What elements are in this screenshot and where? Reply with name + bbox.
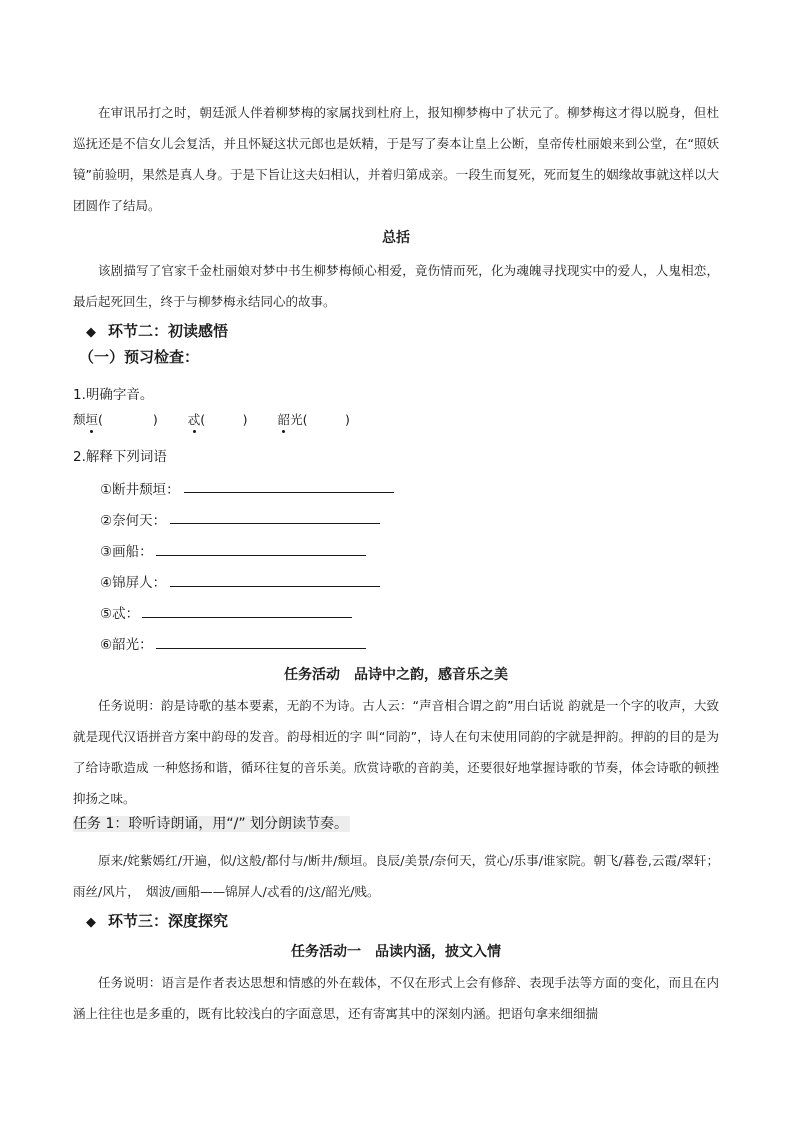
poem-text: 原来/姹紫嫣红/开遍，似/这般/都付与/断井/颓垣。良辰/美景/奈何天，赏心/乐事/谁家院。朝飞/暮卷,云霞/翠轩；雨丝/风片， 烟波/画船——锦屏人/忒看的/这/韶光/贱。 — [73, 853, 719, 899]
task-activity-heading: 任务活动 品诗中之韵，感音乐之美 — [284, 667, 508, 683]
pinyin-chars: 颓垣 — [73, 412, 99, 427]
vocab-item-label: ③画船： — [100, 544, 153, 560]
task-1-line — [73, 813, 350, 835]
task-description-2: 任务说明：语言是作者表达思想和情感的外在载体，不仅在形式上会有修辞、表现手法等方面的变化，而且在内涵上往往也是多重的，既有比较浅白的字面意思，还有寄寓其中的深刻内涵。把语句拿来细细揣 — [73, 975, 719, 1021]
pinyin-paren[interactable]: ( ) — [302, 412, 350, 427]
section-2-title: 环节二：初读感悟 — [108, 322, 229, 340]
vocab-item-label: ⑤忒： — [100, 606, 140, 622]
diamond-bullet-icon: ◆ — [86, 325, 96, 340]
summary-heading: 总括 — [382, 230, 410, 246]
pinyin-item — [188, 412, 248, 427]
intro-paragraph: 在审讯吊打之时，朝廷派人伴着柳梦梅的家属找到杜府上，报知柳梦梅中了状元了。柳梦梅这才得以脱身，但杜巡抚还是不信女儿会复活，并且怀疑这状元郎也是妖精，于是写了奏本让皇上公断，皇帝传杜丽娘来到公堂，在“照妖镜”前验明，果然是真人身。于是下旨让这夫妇相认，并着归第成亲。一段生而复死，死而复生的姻缘故事就这样以大团圆作了结局。 — [73, 105, 719, 213]
vocab-item-label: ①断井颓垣： — [100, 482, 180, 498]
vocab-item-label: ④锦屏人： — [100, 575, 167, 591]
pinyin-paren[interactable]: ( ) — [98, 412, 158, 427]
explain-task: 2.解释下列词语 — [73, 449, 167, 465]
diamond-bullet-icon: ◆ — [86, 915, 96, 930]
answer-blank[interactable] — [170, 586, 380, 587]
vocab-item-label: ②奈何天： — [100, 513, 167, 529]
task-1-prefix: 任务 1：聆听诗朗诵，用 — [73, 816, 227, 832]
task-description: 任务说明：韵是诗歌的基本要素，无韵不为诗。古人云：“声音相合谓之韵”用白话说 韵就是一个字的收声，大致就是现代汉语拼音方案中韵母的发音。韵母相近的字 叫“同韵”，诗人在句末使用同韵的字就是押韵。押韵的目的是为了给诗歌造成 一种悠扬和谐，循环往复的音乐美。欣赏诗歌的音韵美，还要很好地掌握诗歌的节奏，体会诗歌的顿挫抑扬之味。 — [73, 698, 719, 806]
pinyin-items — [73, 410, 350, 428]
pinyin-paren[interactable]: ( ) — [200, 412, 248, 427]
answer-blank[interactable] — [156, 648, 366, 649]
pinyin-item — [73, 412, 158, 427]
answer-blank[interactable] — [156, 555, 366, 556]
section-3-heading — [86, 910, 228, 931]
task-1-suffix: 划分朗读节奏。 — [245, 816, 349, 832]
vocab-item-label: ⑥韶光： — [100, 637, 153, 653]
pinyin-chars: 韶光 — [277, 412, 303, 427]
section-2-heading — [86, 320, 228, 341]
answer-blank[interactable] — [142, 617, 352, 618]
summary-paragraph: 该剧描写了官家千金杜丽娘对梦中书生柳梦梅倾心相爱，竟伤情而死，化为魂魄寻找现实中的爱人，人鬼相恋，最后起死回生，终于与柳梦梅永结同心的故事。 — [73, 263, 719, 309]
task-1-mark: “/” — [226, 816, 246, 832]
task-1-highlight — [73, 816, 350, 832]
preview-heading: （一）预习检查： — [79, 348, 200, 366]
answer-blank[interactable] — [170, 523, 380, 524]
section-3-title: 环节三：深度探究 — [108, 912, 229, 930]
pinyin-item — [278, 412, 350, 427]
pinyin-chars: 忒 — [187, 412, 201, 427]
answer-blank[interactable] — [184, 492, 394, 493]
task-activity-1-heading: 任务活动一 品读内涵，披文入情 — [291, 944, 501, 960]
pinyin-task: 1.明确字音。 — [73, 387, 154, 403]
